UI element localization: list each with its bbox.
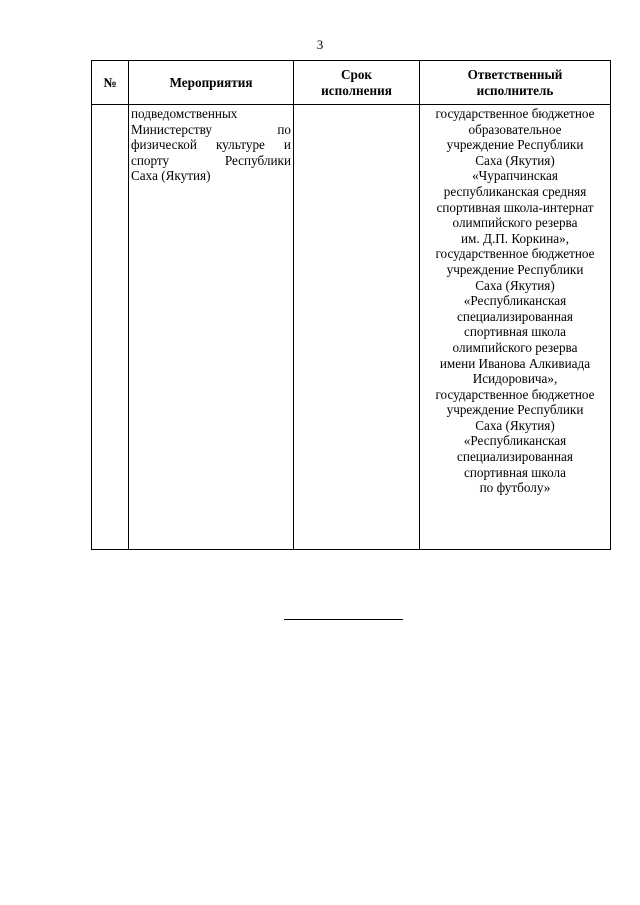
responsible-line: образовательное [468,121,562,137]
cell-deadline [294,105,420,550]
header-number [92,61,129,105]
cell-events [129,105,294,550]
responsible-line: спортивная школа [464,464,566,480]
responsible-line: спортивная школа-интернат [436,199,594,215]
responsible-line: «Республиканская [463,433,567,449]
header-deadline [294,61,420,105]
responsible-line: Исидоровича», [472,371,558,387]
responsible-line: учреждение Республики [446,402,584,418]
responsible-line: олимпийского резерва [452,215,578,231]
events-line: физической культуре и [131,137,291,153]
header-responsible [420,61,611,105]
responsible-line: спортивная школа [464,324,566,340]
responsible-line: Саха (Якутия) [475,152,555,168]
responsible-line: учреждение Республики [446,137,584,153]
responsible-line: учреждение Республики [446,261,584,277]
events-line: Министерству по [131,121,291,137]
responsible-line: республиканская средняя [443,183,587,199]
table-row [92,105,611,550]
table-header-row [92,61,611,105]
events-table [91,60,611,550]
responsible-line: «Чурапчинская [472,168,558,184]
events-line: подведомственных [131,106,238,121]
responsible-line: специализированная [457,308,573,324]
header-responsible-line1: Ответственный [467,66,563,82]
responsible-line: им. Д.П. Коркина», [461,230,569,246]
header-responsible-line2: исполнитель [476,82,554,98]
responsible-line: имени Иванова Алкивиада [439,355,591,371]
responsible-line: государственное бюджетное [435,106,595,121]
header-events [129,61,294,105]
responsible-line: по футболу» [479,480,551,496]
events-line: Саха (Якутия) [131,168,211,184]
responsible-line: государственное бюджетное [435,386,595,402]
responsible-line: Саха (Якутия) [475,417,555,433]
responsible-line: «Республиканская [463,293,567,309]
cell-responsible [420,105,611,550]
cell-number [92,105,129,550]
header-deadline-line1: Срок [340,66,373,82]
responsible-line: Саха (Якутия) [475,277,555,293]
footer-separator-line [284,619,403,620]
responsible-line: государственное бюджетное [435,246,595,262]
events-line: спорту Республики [131,152,291,168]
header-number-label: № [103,74,117,90]
header-events-label: Мероприятия [169,74,253,90]
page-number: 3 [316,37,324,52]
responsible-line: олимпийского резерва [452,339,578,355]
header-deadline-line2: исполнения [321,82,392,98]
responsible-line: специализированная [457,449,573,465]
